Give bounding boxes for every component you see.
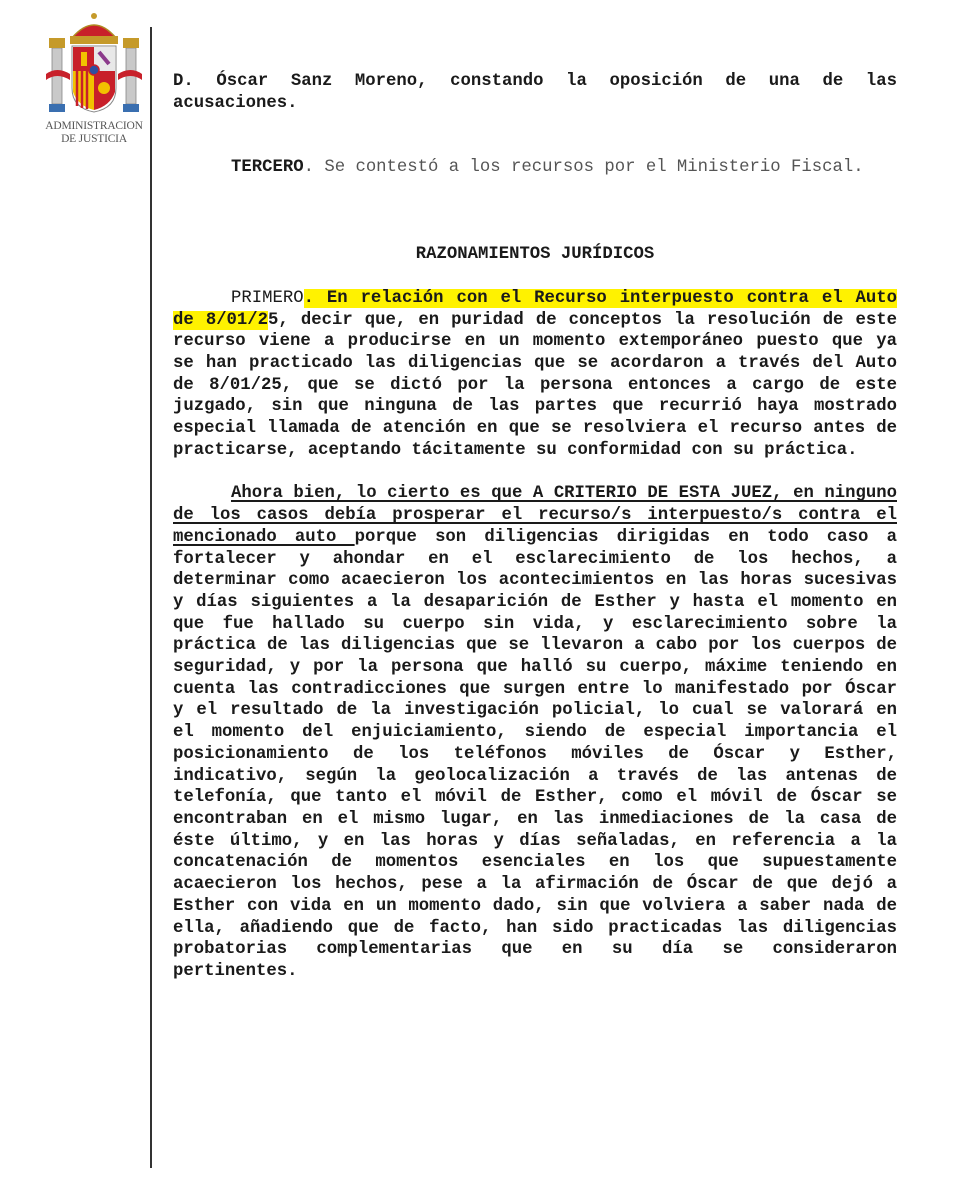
logo-text-line1: ADMINISTRACION <box>45 120 143 132</box>
document-body <box>173 71 897 983</box>
coat-of-arms-icon <box>42 8 146 120</box>
primero-label: PRIMERO <box>231 288 304 308</box>
tercero-label: TERCERO <box>231 158 304 178</box>
tercero-text: . Se contestó a los recursos por el Ministerio Fiscal. <box>303 158 864 178</box>
section-heading: RAZONAMIENTOS JURÍDICOS <box>415 245 655 265</box>
primero-highlight: . En relación con el Recurso interpuesto contra el Auto de 8/01/2 <box>173 288 897 330</box>
intro-paragraph: D. Óscar Sanz Moreno, constando la oposición de una de las acusaciones. <box>173 72 897 113</box>
logo <box>38 8 150 148</box>
ahora-underlined: Ahora bien, lo cierto es que A CRITERIO DE ESTA JUEZ, en ninguno de los casos debía prosperar el recurso/s interpuesto/s contra el mencionado auto <box>173 484 897 547</box>
margin-rule <box>150 27 152 1168</box>
tercero-paragraph <box>173 157 897 179</box>
primero-text: 5, decir que, en puridad de conceptos la resolución de este recurso viene a producirse en un momento extemporáneo puesto que ya se han practicado las diligencias que se acordaron a través del Auto de 8/01/25, que se dictó por la persona entonces a cargo de este juzgado, sin que ninguna de las partes que recurrió haya mostrado especial llamada de atención en que se resolviera el recurso antes de practicarse, aceptando tácitamente su conformidad con su práctica. <box>173 310 897 460</box>
primero-paragraph <box>173 288 897 462</box>
logo-text-line2: DE JUSTICIA <box>61 133 127 145</box>
ahora-paragraph <box>173 483 897 982</box>
ahora-text: porque son diligencias dirigidas en todo caso a fortalecer y ahondar en el esclarecimiento de los hechos, a determinar como acaecieron los acontecimientos en las horas sucesivas y días siguientes a la desaparición de Esther y hasta el momento en que fue hallado su cuerpo sin vida, y esclarecimiento sobre la práctica de las diligencias que se llevaron a cabo por los cuerpos de seguridad, y por la persona que halló su cuerpo, máxime teniendo en cuenta las contradicciones que surgen entre lo manifestado por Óscar y el resultado de la investigación policial, lo cual se valorará en el momento del enjuiciamiento, siendo de especial importancia el posicionamiento de los teléfonos móviles de Óscar y Esther, indicativo, según la geolocalización a través de las antenas de telefonía, que tanto el móvil de Esther, como el móvil de Óscar se encontraban en el mismo lugar, en las inmediaciones de la casa de éste último, y en las horas y días señaladas, en referencia a la concatenación de momentos esenciales en los que supuestamente acaecieron los hechos, pese a la afirmación de Óscar de que dejó a Esther con vida en un momento dado, sin que volviera a saber nada de ella, añadiendo que de facto, han sido practicadas las diligencias probatorias complementarias que en su día se consideraron pertinentes. <box>173 527 897 981</box>
